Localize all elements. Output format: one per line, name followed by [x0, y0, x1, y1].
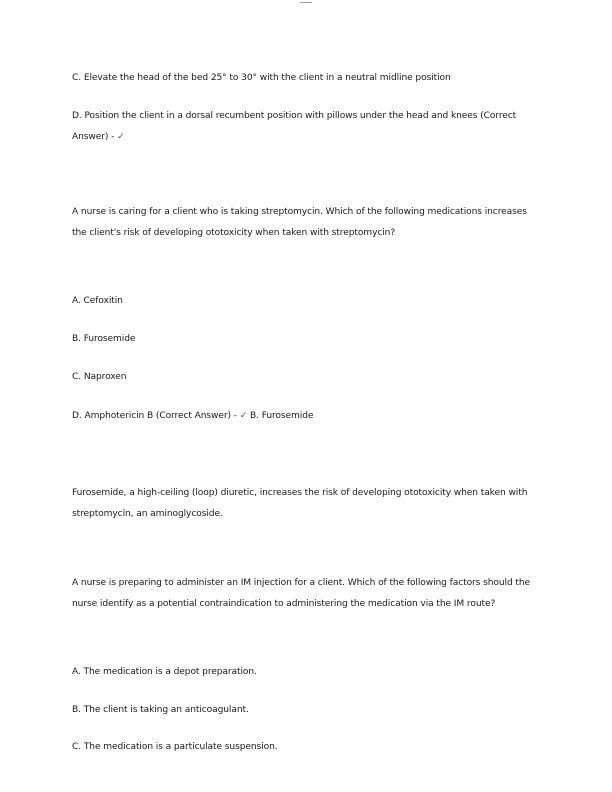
question-im-injection-line2: nurse identify as a potential contraindication to administering the medication via the IM route?	[72, 599, 496, 609]
question-streptomycin-line1: A nurse is caring for a client who is taking streptomycin. Which of the following medications increases	[72, 207, 527, 217]
question-streptomycin-line2: the client's risk of developing ototoxicity when taken with streptomycin?	[72, 228, 396, 238]
rationale-line1: Furosemide, a high-ceiling (loop) diuretic, increases the risk of developing ototoxicity when taken with	[72, 488, 528, 498]
option-c-particulate: C. The medication is a particulate suspension.	[72, 742, 278, 752]
question-im-injection-line1: A nurse is preparing to administer an IM injection for a client. Which of the following factors should the	[72, 578, 531, 588]
rationale-line2: streptomycin, an aminoglycoside.	[72, 509, 223, 519]
option-d-amphotericin: D. Amphotericin B (Correct Answer) - ✓ B. Furosemide	[72, 411, 314, 421]
check-icon: ✓	[239, 411, 248, 421]
page-header-mark	[300, 0, 312, 3]
option-d-answer-line: Answer) - ✓	[72, 132, 125, 142]
option-b-furosemide: B. Furosemide	[72, 334, 136, 344]
option-c-elevate-head: C. Elevate the head of the bed 25° to 30° with the client in a neutral midline position	[72, 73, 451, 83]
option-b-anticoagulant: B. The client is taking an anticoagulant.	[72, 705, 249, 715]
option-c-naproxen: C. Naproxen	[72, 372, 127, 382]
option-a-cefoxitin: A. Cefoxitin	[72, 296, 123, 306]
option-d-dorsal-recumbent: D. Position the client in a dorsal recumbent position with pillows under the head and knees (Correct	[72, 111, 517, 121]
option-a-depot: A. The medication is a depot preparation.	[72, 667, 257, 677]
check-icon: ✓	[117, 132, 125, 142]
